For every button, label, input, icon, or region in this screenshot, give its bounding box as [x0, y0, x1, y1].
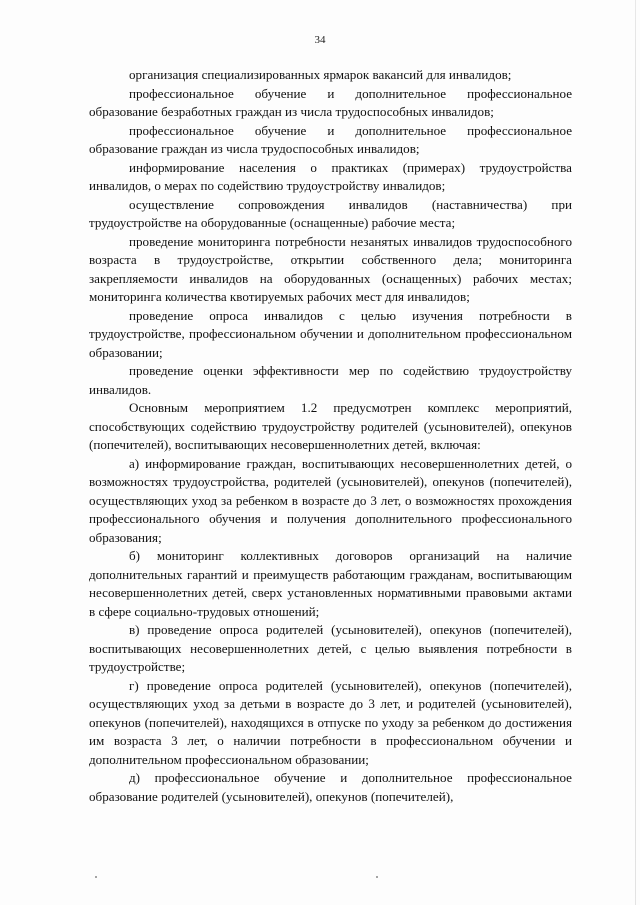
- document-body: [89, 66, 572, 806]
- paragraph: в) проведение опроса родителей (усыновителей), опекунов (попечителей), воспитывающих несовершеннолетних детей, с целью выявления потребности в трудоустройстве;: [89, 622, 572, 674]
- paragraph: профессиональное обучение и дополнительное профессиональное образование безработных граждан из числа трудоспособных инвалидов;: [89, 85, 572, 119]
- paragraph: г) проведение опроса родителей (усыновителей), опекунов (попечителей), осуществляющих уход за детьми в возрасте до 3 лет, и родителей (усыновителей), опекунов (попечителей), находящихся в отпуске по уходу за ребенком до достижения им возраста 3 лет, о наличии потребности в профессиональном обучении и дополнительном профессиональном образовании;: [89, 677, 572, 767]
- paragraph: а) информирование граждан, воспитывающих несовершеннолетних детей, о возможностях трудоустройства, родителей (усыновителей), опекунов (попечителей), осуществляющих уход за ребенком в возрасте до 3 лет, о возможностях прохождения профессионального обучения и получения дополнительного профессионального образования;: [89, 455, 572, 545]
- paragraph: проведение опроса инвалидов с целью изучения потребности в трудоустройстве, профессиональном обучении и дополнительном профессиональном образовании;: [89, 307, 572, 360]
- paragraph: проведение мониторинга потребности незанятых инвалидов трудоспособного возраста в трудоустройстве, открытии собственного дела; мониторинга закрепляемости инвалидов на оборудованных (оснащенных) рабочих местах; мониторинга количества квотируемых рабочих мест для инвалидов;: [89, 233, 572, 304]
- page-number: 34: [314, 34, 326, 46]
- paragraph: б) мониторинг коллективных договоров организаций на наличие дополнительных гарантий и преимуществ работающим гражданам, воспитывающим несовершеннолетних детей, сверх установленных нормативными правовыми актами в сфере социально-трудовых отношений;: [89, 548, 572, 619]
- paragraph: Основным мероприятием 1.2 предусмотрен комплекс мероприятий, способствующих содействию трудоустройству родителей (усыновителей), опекунов (попечителей), воспитывающих несовершеннолетних детей, включая:: [89, 400, 572, 452]
- paragraph: проведение оценки эффективности мер по содействию трудоустройству инвалидов.: [89, 363, 572, 397]
- paragraph: профессиональное обучение и дополнительное профессиональное образование граждан из числа трудоспособных инвалидов;: [89, 122, 572, 156]
- scan-edge-line: [635, 0, 636, 905]
- scan-speck: [95, 876, 97, 878]
- paragraph: информирование населения о практиках (примерах) трудоустройства инвалидов, о мерах по содействию трудоустройству инвалидов;: [89, 159, 572, 193]
- paragraph: осуществление сопровождения инвалидов (наставничества) при трудоустройстве на оборудованные (оснащенные) рабочие места;: [89, 196, 572, 230]
- paragraph: д) профессиональное обучение и дополнительное профессиональное образование родителей (усыновителей), опекунов (попечителей),: [89, 770, 572, 804]
- paragraph: организация специализированных ярмарок вакансий для инвалидов;: [129, 67, 512, 82]
- scan-speck: [376, 876, 378, 878]
